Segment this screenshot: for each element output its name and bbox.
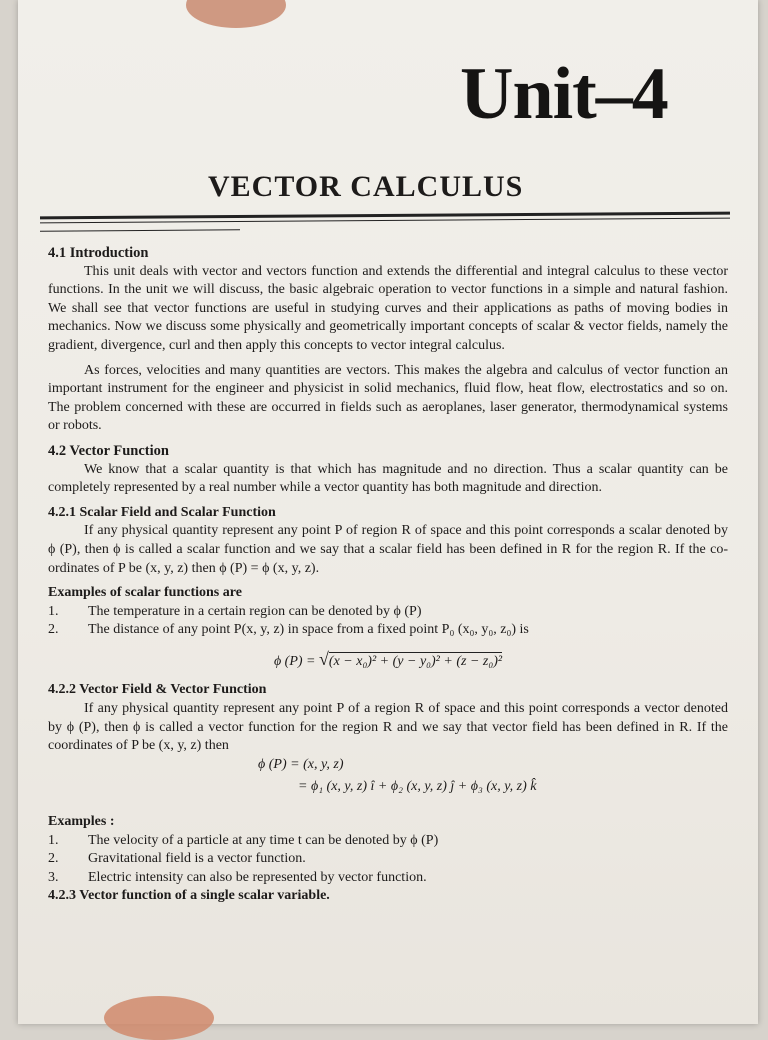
list-item: 2. Gravitational field is a vector function. (48, 851, 306, 867)
scalar-examples-list (48, 603, 728, 640)
vector-examples-heading: Examples : (48, 814, 115, 830)
vector-equation-2: = ϕ₁ (x, y, z) î + ϕ₂ (x, y, z) ĵ + ϕ₃ (x, y, z) k̂ (298, 779, 537, 795)
chapter-title: VECTOR CALCULUS (208, 170, 524, 203)
list-item: 1. The velocity of a particle at any time t can be denoted by ϕ (P) (48, 832, 439, 848)
finger-top (186, 0, 286, 28)
vector-function-paragraph: We know that a scalar quantity is that which has magnitude and no direction. Thus a scalar quantity can be completely represented by a real number while a vector quantity has both magnitude and direction. (48, 461, 728, 496)
vector-examples-list (48, 832, 728, 888)
book-page (18, 0, 758, 1024)
page-content (48, 244, 728, 906)
distance-formula: ϕ (P) = √(x − x₀)² + (y − y₀)² + (z − z₀)² (273, 648, 503, 669)
finger-bottom (104, 996, 214, 1040)
vector-equation-1: ϕ (P) = (x, y, z) (258, 756, 344, 772)
vector-field-paragraph: If any physical quantity represent any point P of a region R of space and this point corresponds a vector denoted by ϕ (P), then ϕ is called a vector function for the region R and we say that vector field has been defined in R. If the coordinates of P be (x, y, z) then (48, 701, 728, 754)
intro-paragraph-2: As forces, velocities and many quantities are vectors. This makes the algebra and calculus of vector function an important instrument for the engineer and physicist in solid mechanics, fluid flow, heat flow, electrostatics and so on. The problem concerned with these are occurred in fields such as aeroplanes, laser generator, thermodynamical systems or robots. (48, 362, 728, 434)
section-heading-vector-field: 4.2.2 Vector Field & Vector Function (48, 682, 267, 698)
section-heading-scalar-field: 4.2.1 Scalar Field and Scalar Function (48, 504, 276, 520)
section-heading-intro: 4.1 Introduction (48, 245, 149, 261)
title-rule-short (40, 229, 240, 231)
intro-paragraph-1: This unit deals with vector and vectors function and extends the differential and integral calculus to these vector functions. In the unit we will discuss, the basic algebraic operation to vector functions in a simple and natural fashion. We shall see that vector functions are useful in studying curves and their applications as paths of moving bodies in mechanics. Now we discuss some physically and geometrically important concepts of scalar & vector fields, namely the gradient, divergence, curl and then apply this concepts to vector integral calculus. (48, 263, 728, 353)
scalar-field-paragraph: If any physical quantity represent any point P of region R of space and this point corresponds a scalar denoted by ϕ (P), then ϕ is called a scalar function and we say that a scalar field has been defined in R for the region R. If the co-ordinates of P be (x, y, z) then ϕ (P) = ϕ (x, y, z). (48, 523, 728, 576)
section-heading-vector-function: 4.2 Vector Function (48, 442, 169, 459)
list-item: 1. The temperature in a certain region can be denoted by ϕ (P) (48, 603, 422, 619)
scalar-examples-heading: Examples of scalar functions are (48, 585, 242, 601)
section-heading-single-scalar: 4.2.3 Vector function of a single scalar variable. (48, 888, 330, 904)
list-item: 3. Electric intensity can also be represented by vector function. (48, 869, 427, 885)
unit-title: Unit–4 (460, 53, 668, 135)
list-item: 2. The distance of any point P(x, y, z) in space from a fixed point P₀ (x₀, y₀, z₀) is (48, 622, 529, 638)
